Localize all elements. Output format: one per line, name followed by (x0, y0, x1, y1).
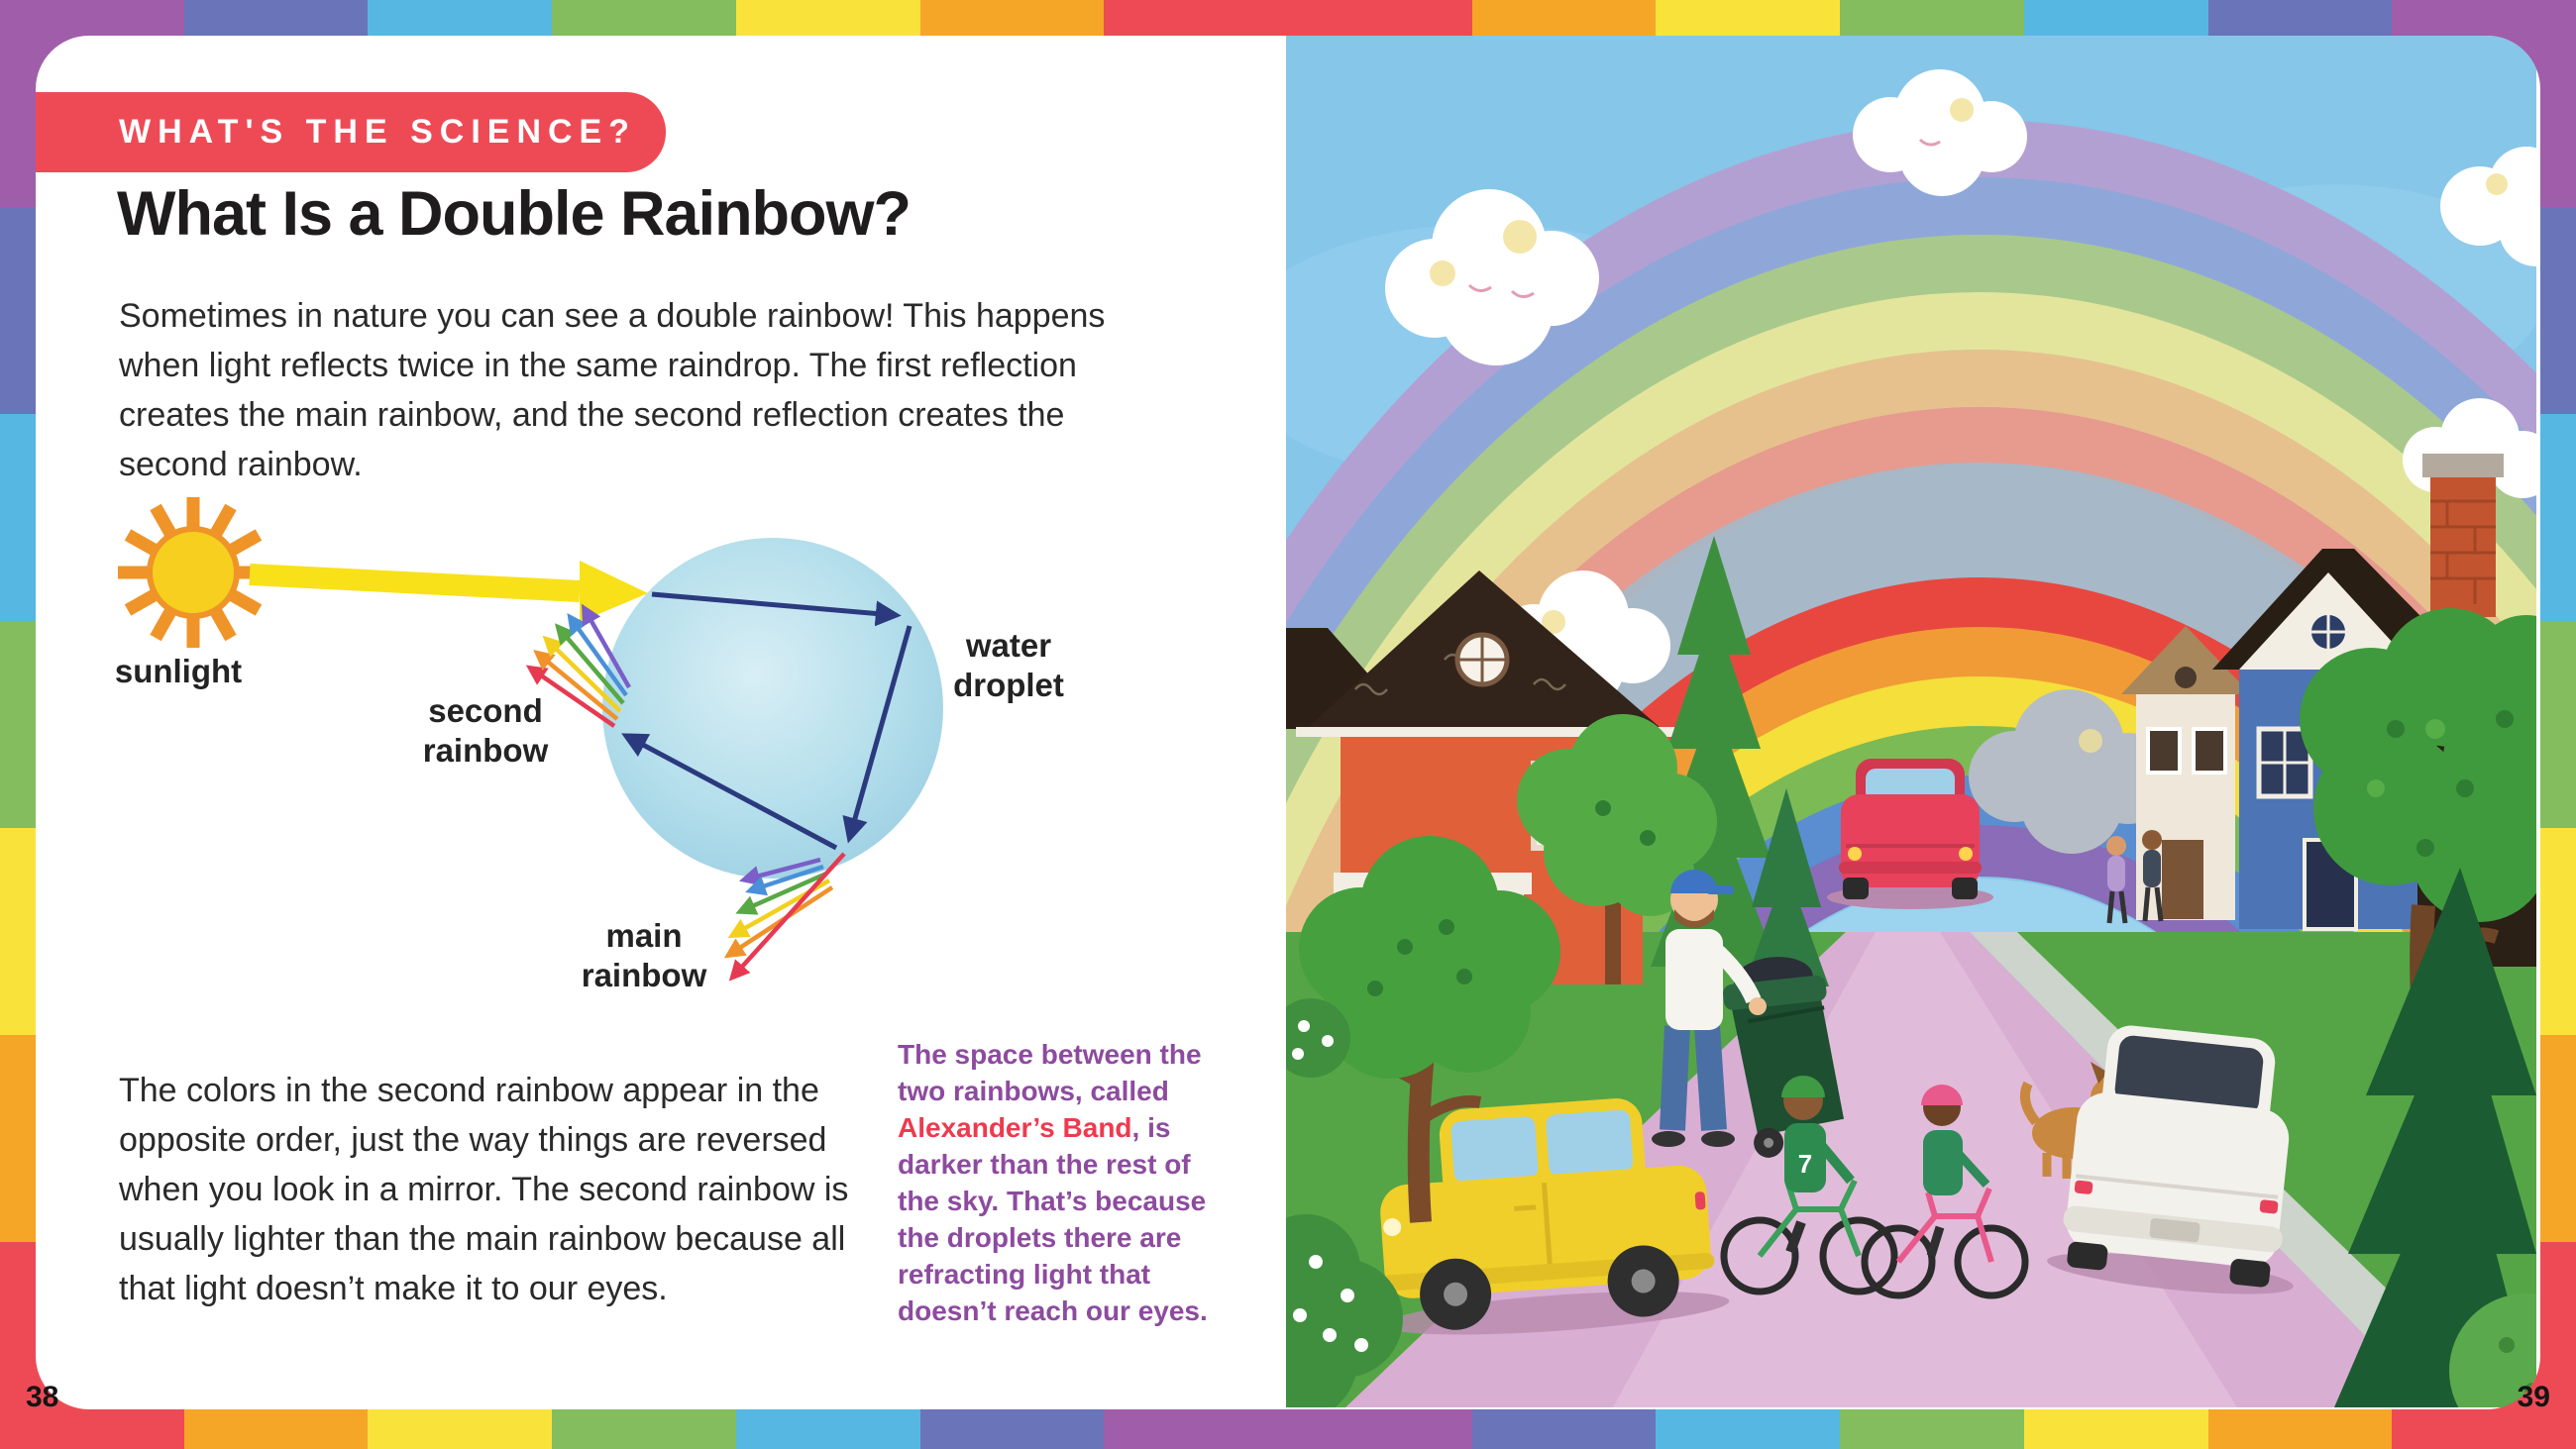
note-lines-b: darker than the rest of the sky. That’s because the droplets there are refracting light that doesn’t reach our eyes. (898, 1149, 1208, 1326)
label-main-rainbow: main rainbow (581, 917, 707, 993)
note-lines-a: The space between the two rainbows, called (898, 1039, 1202, 1106)
alexanders-band-note (898, 1036, 1208, 1329)
water-droplet (602, 538, 943, 879)
shirt-number: 7 (1797, 1149, 1813, 1179)
label-water-droplet: water droplet (953, 627, 1064, 703)
sun-icon (118, 497, 268, 648)
brick-chimney (2422, 454, 2504, 617)
section-badge-label: WHAT'S THE SCIENCE? (119, 113, 637, 151)
note-highlight-line: Alexander’s Band, is (898, 1112, 1171, 1143)
page-title: What Is a Double Rainbow? (117, 179, 912, 249)
body-paragraph: The colors in the second rainbow appear in the opposite order, just the way things are reversed when you look in a mirror. The second rainbow is usually lighter than the main rainbow because all that light doesn’t make it to our eyes. (119, 1072, 849, 1307)
label-sunlight: sunlight (114, 653, 243, 689)
double-rainbow-diagram (79, 495, 1169, 1050)
page-number-left: 38 (26, 1381, 59, 1413)
neighborhood-illustration (1286, 36, 2536, 1407)
section-badge (36, 92, 666, 172)
page-number-right: 39 (2517, 1381, 2550, 1413)
illustration-canvas (1286, 36, 2536, 1407)
page-card (36, 36, 2540, 1409)
intro-paragraph: Sometimes in nature you can see a double rainbow! This happens when light reflects twice in the same raindrop. The first reflection creates the main rainbow, and the second reflection creates the second rainbow. (119, 297, 1106, 483)
label-second-rainbow: second rainbow (422, 692, 549, 769)
alexanders-band-term: Alexander’s Band (898, 1112, 1132, 1143)
